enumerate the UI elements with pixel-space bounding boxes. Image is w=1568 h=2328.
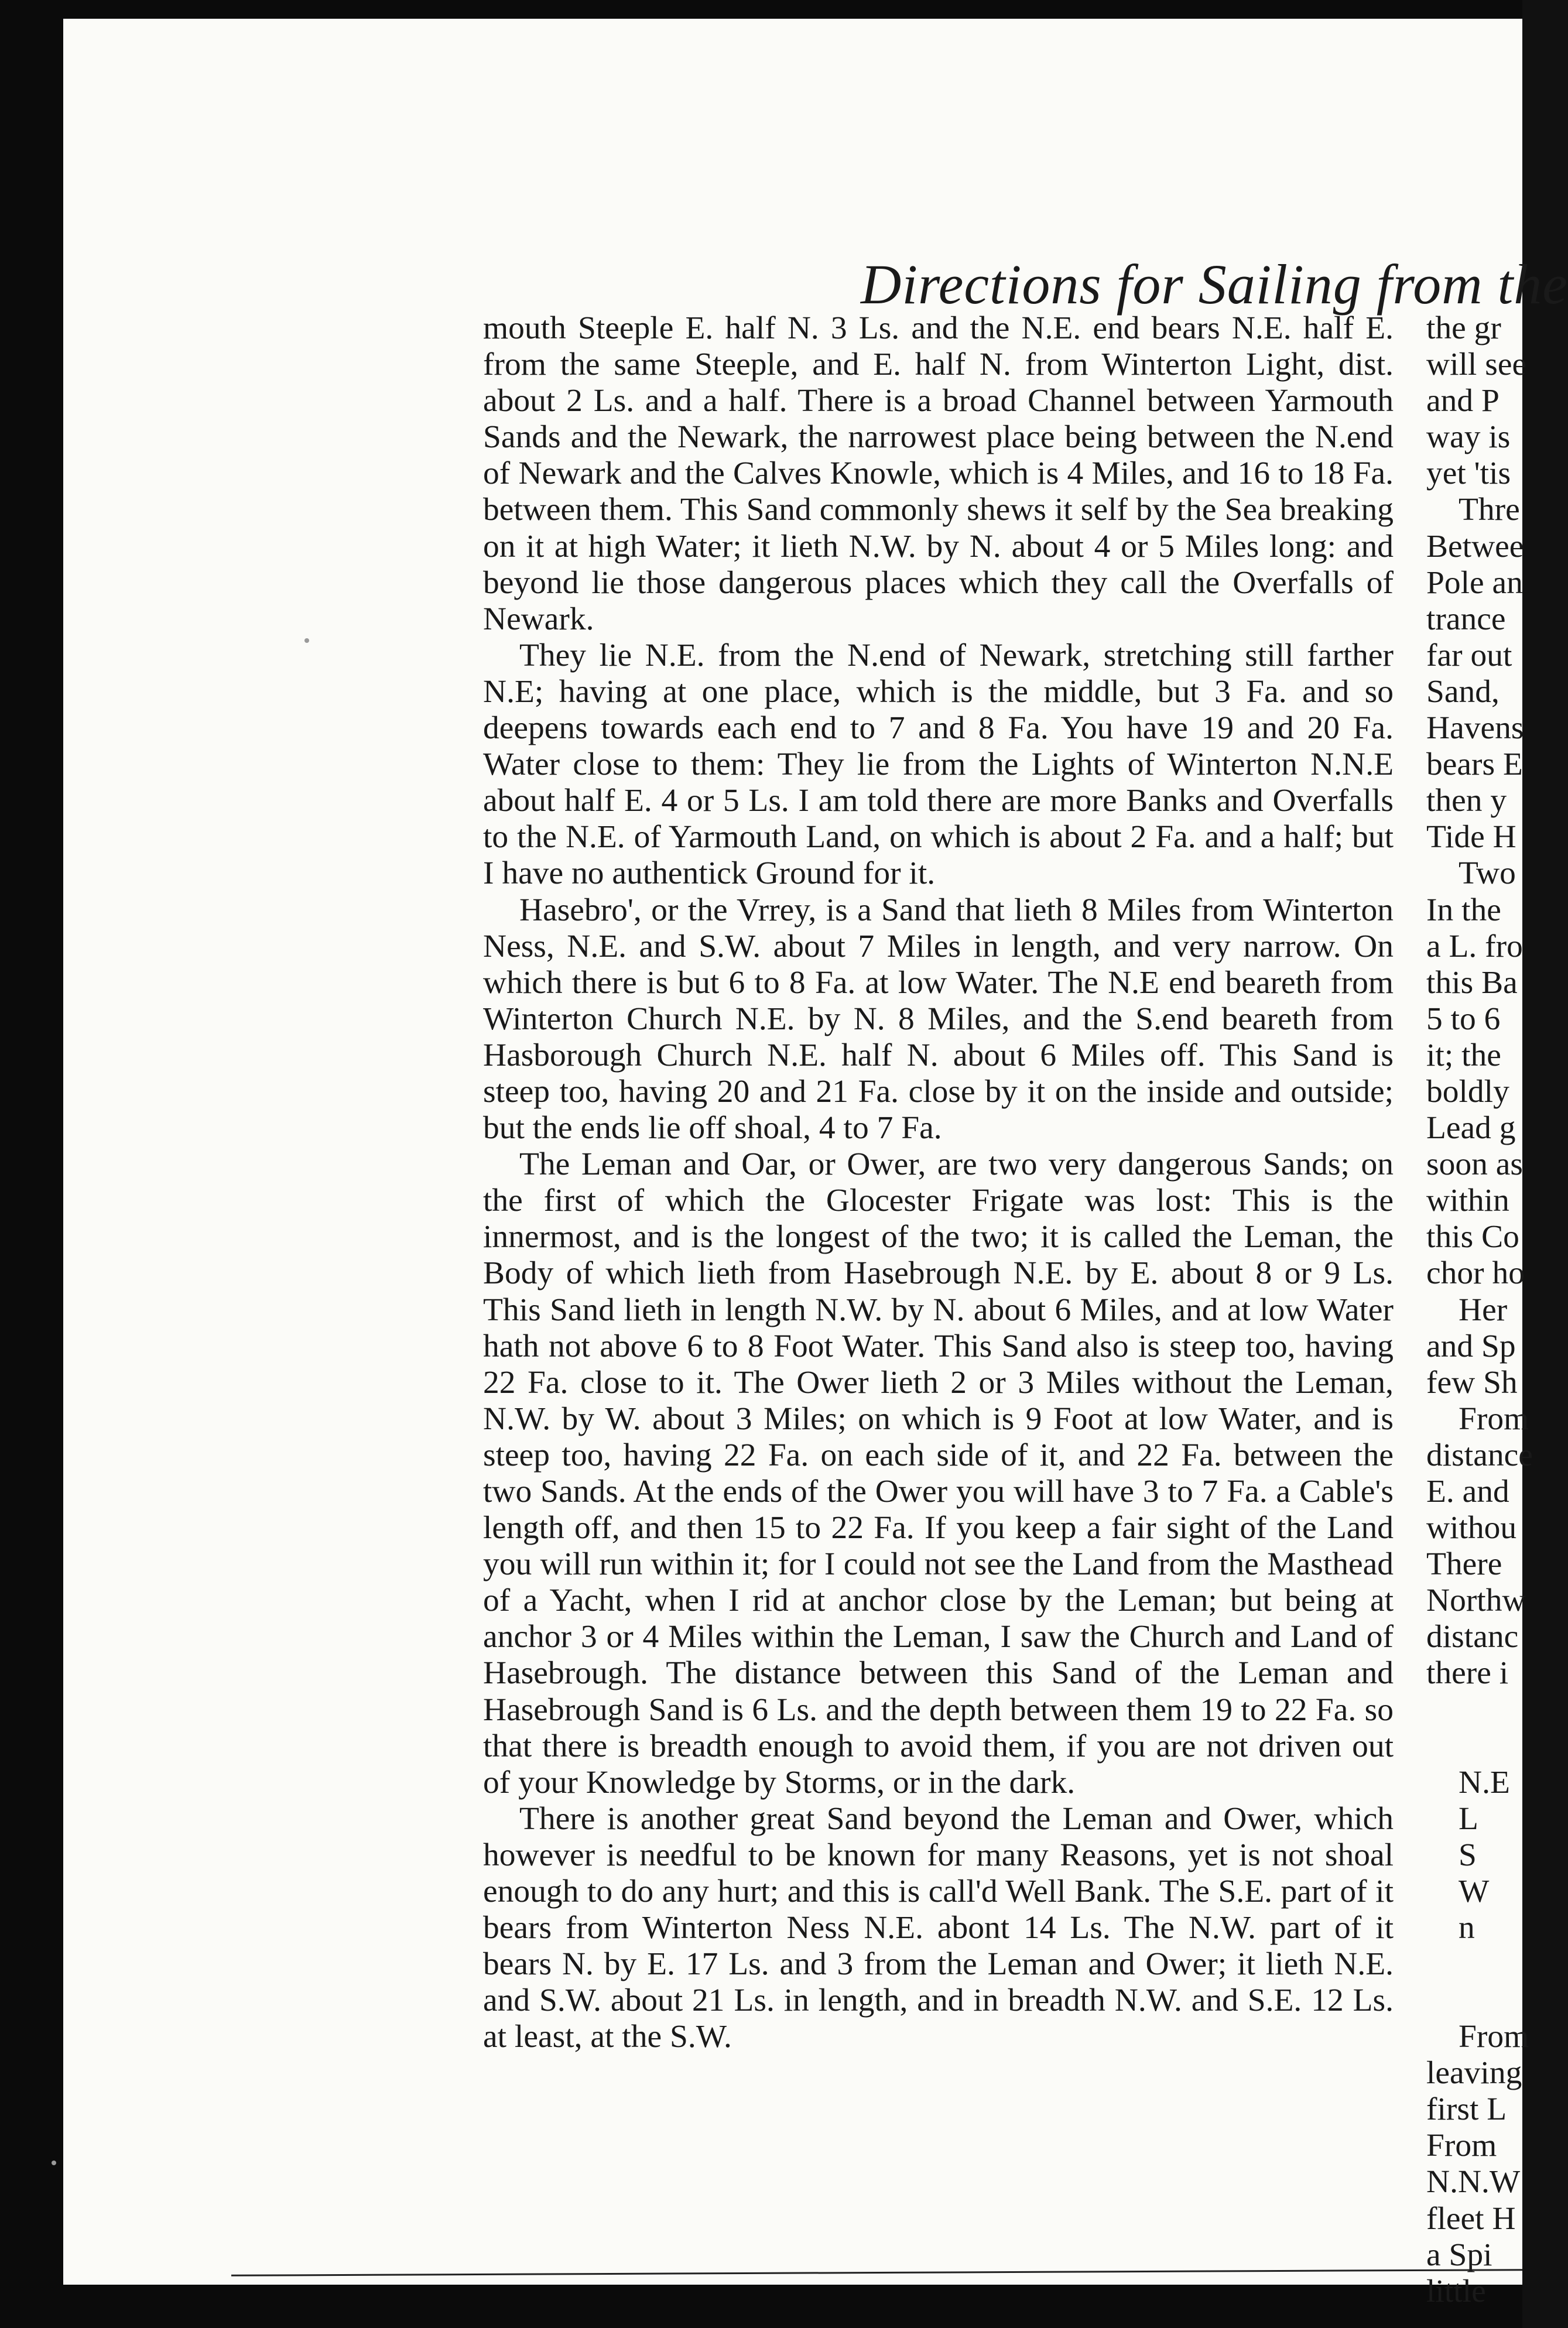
text-line: Havens [1426, 710, 1524, 747]
text-line: a L. fro [1426, 928, 1523, 964]
paragraph: They lie N.E. from the N.end of Newark, stretching still farther N.E; having at one place, which is the middle, but 3 Fa. and so deepens towards each end to 7 and 8 Fa. You have 19 and 20 Fa. Water close to them: They lie from the Lights of Winterton N.N.E about half E. 4 or 5 Ls. I am told there are more Banks and Overfalls to the N.E. of Yarmouth Land, on which is about 2 Fa. and a half; but I have no authentick Ground for it. [483, 637, 1394, 892]
text-line: it; the [1426, 1037, 1501, 1073]
blank-line [1426, 1946, 1522, 2019]
text-line: there i [1426, 1655, 1509, 1692]
text-line: Betwee [1426, 528, 1524, 564]
paragraph: The Leman and Oar, or Ower, are two very dangerous Sands; on the first of which the Glocester Frigate was lost: This is the innermost, and is the longest of the two; it is called the Leman, the Body of which lieth from Hasebrough N.E. by E. about 8 or 9 Ls. This Sand lieth in length N.W. by N. about 6 Miles, and at low Water hath not above 6 to 8 Foot Water. This Sand also is steep too, having 22 Fa. close to it. The Ower lieth 2 or 3 Miles without the Leman, N.W. by W. about 3 Miles; on which is 9 Foot at low Water, and is steep too, having 22 Fa. on each side of it, and 22 Fa. between the two Sands. At the ends of the Ower you will have 3 to 7 Fa. a Cable's length off, and then 15 to 22 Fa. If you keep a fair sight of the Land you will run within it; for I could not see the Land from the Masthead of a Yacht, when I rid at anchor close by the Leman; but being at anchor 3 or 4 Miles within the Leman, I saw the Church and Land of Hasebrough. The distance between this Sand of the Leman and Hasebrough Sand is 6 Ls. and the depth between them 19 to 22 Fa. so that there is breadth enough to avoid them, if you are not driven out of your Knowledge by Storms, or in the dark. [483, 1146, 1394, 1800]
ink-speck [304, 638, 309, 643]
text-line: From [1459, 1401, 1529, 1437]
main-text-column [483, 310, 1394, 2056]
text-line: distanc [1426, 1619, 1519, 1655]
text-line: first L [1426, 2091, 1507, 2128]
text-line: and P [1426, 383, 1499, 419]
text-line: In the [1426, 892, 1501, 928]
text-line: boldly [1426, 1073, 1509, 1110]
text-line: There [1426, 1546, 1502, 1583]
scan-left-margin [0, 0, 64, 2328]
text-line: far out [1426, 637, 1512, 673]
text-line: a Spi [1426, 2237, 1492, 2273]
running-heading: Directions for Sailing from the [861, 253, 1568, 316]
text-line: this Co [1426, 1219, 1519, 1255]
paragraph: Hasebro', or the Vrrey, is a Sand that lieth 8 Miles from Winterton Ness, N.E. and S.W. about 7 Miles in length, and very narrow. On which there is but 6 to 8 Fa. at low Water. The N.E end beareth from Winterton Church N.E. by N. 8 Miles, and the S.end beareth from Hasborough Church N.E. half N. about 6 Miles off. This Sand is steep too, having 20 and 21 Fa. close by it on the inside and outside; but the ends lie off shoal, 4 to 7 Fa. [483, 892, 1394, 1146]
text-line: S [1459, 1837, 1477, 1873]
text-line: Sand, [1426, 673, 1499, 710]
text-line: E. and [1426, 1474, 1509, 1509]
text-line: Lead g [1426, 1110, 1516, 1146]
text-line: trance [1426, 601, 1506, 637]
text-line: N.E [1459, 1764, 1510, 1800]
text-line: this Ba [1426, 964, 1518, 1001]
blank-line [1426, 1692, 1522, 1765]
text-line: N.N.W [1426, 2164, 1521, 2200]
right-text-column-cropped [1426, 310, 1533, 2309]
paragraph: There is another great Sand beyond the Leman and Ower, which however is needful to be known for many Reasons, yet is not shoal enough to do any hurt; and this is call'd Well Bank. The S.E. part of it bears from Winterton Ness N.E. abont 14 Ls. The N.W. part of it bears N. by E. 17 Ls. and 3 from the Leman and Ower; it lieth N.E. and S.W. about 21 Ls. in length, and in breadth N.W. and S.E. 12 Ls. at least, at the S.W. [483, 1800, 1394, 2055]
text-line: From [1426, 2128, 1497, 2164]
text-line: the gr [1426, 310, 1501, 346]
text-line: Two [1459, 855, 1516, 892]
text-line: yet 'tis [1426, 456, 1511, 492]
text-line: and Sp [1426, 1328, 1516, 1364]
text-line: Pole an [1426, 564, 1523, 601]
text-line: n [1459, 1909, 1475, 1946]
text-line: withou [1426, 1510, 1517, 1546]
text-line: Her [1459, 1292, 1508, 1328]
scan-bottom-margin [0, 2285, 1522, 2328]
text-line: within [1426, 1183, 1509, 1219]
text-line: W [1459, 1873, 1490, 1909]
paragraph: mouth Steeple E. half N. 3 Ls. and the N.E. end bears N.E. half E. from the same Steeple, and E. half N. from Winterton Light, dist. about 2 Ls. and a half. There is a broad Channel between Yarmouth Sands and the Newark, the narrowest place being between the N.end of Newark and the Calves Knowle, which is 4 Miles, and 16 to 18 Fa. between them. This Sand commonly shews it self by the Sea breaking on it at high Water; it lieth N.W. by N. about 4 or 5 Miles long: and beyond lie those dangerous places which they call the Overfalls of Newark. [483, 310, 1394, 637]
text-line: 5 to 6 [1426, 1001, 1501, 1037]
text-line: Northw [1426, 1583, 1526, 1619]
text-line: distance [1426, 1437, 1533, 1473]
text-line: fleet H [1426, 2200, 1516, 2237]
text-line: L [1459, 1800, 1478, 1837]
text-line: Thre [1459, 492, 1520, 528]
text-line: Tide H [1426, 819, 1516, 855]
text-line: little [1426, 2273, 1486, 2309]
ink-speck [52, 2161, 56, 2165]
text-line: then y [1426, 783, 1507, 819]
text-line: From [1459, 2019, 1529, 2055]
text-line: chor ho [1426, 1255, 1525, 1292]
text-line: soon as [1426, 1146, 1523, 1183]
text-line: few Sh [1426, 1364, 1518, 1401]
text-line: bears E [1426, 747, 1523, 783]
text-line: way is [1426, 419, 1511, 456]
text-line: will see [1426, 347, 1527, 383]
text-line: leaving [1426, 2055, 1522, 2091]
